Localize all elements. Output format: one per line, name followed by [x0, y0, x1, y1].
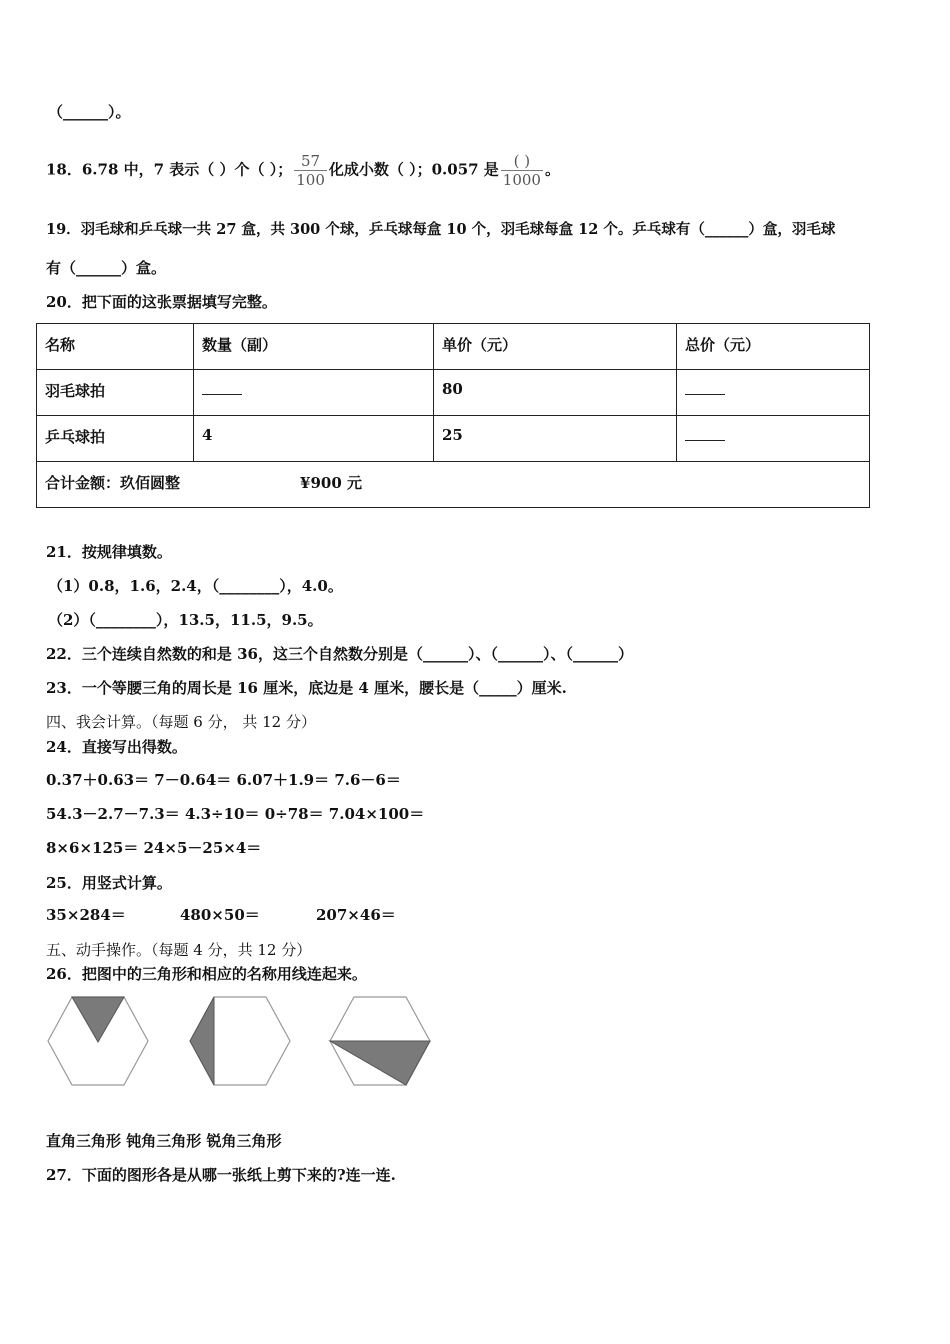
table-cell	[677, 370, 870, 416]
hexagon-with-right-triangle	[190, 997, 290, 1085]
table-cell: 25	[434, 416, 677, 462]
header-cell: 数量（副）	[194, 324, 434, 370]
q25-c: 207×46＝	[316, 906, 396, 924]
section-5-heading: 五、动手操作。（每题 4 分，共 12 分）	[46, 941, 312, 959]
question-19-line1: 19．羽毛球和乒乓球一共 27 盒，共 300 个球，乒乓球每盒 10 个，羽毛球每盒 12 个。乒乓球有（______）盒，羽毛球	[46, 221, 836, 238]
fraction-numerator: ( )	[501, 152, 543, 171]
question-21-1: （1）0.8，1.6，2.4，（________），4.0。	[48, 577, 343, 595]
answer-blank-line: （______）。	[48, 103, 131, 121]
fraction-numerator: 57	[294, 152, 327, 171]
question-26: 26．把图中的三角形和相应的名称用线连起来。	[46, 965, 367, 983]
fill-blank[interactable]	[685, 426, 725, 441]
header-cell: 名称	[37, 324, 194, 370]
table-cell	[677, 416, 870, 462]
question-20: 20．把下面的这张票据填写完整。	[46, 293, 277, 311]
q18-part-b: 化成小数（ ）；0.057 是	[328, 160, 499, 179]
fill-blank[interactable]	[202, 380, 242, 395]
fraction-blank-1000	[501, 152, 543, 189]
question-22: 22．三个连续自然数的和是 36，这三个自然数分别是（______）、（______）、（______）	[46, 645, 633, 663]
q24-row-2: 54.3－2.7－7.3＝ 4.3÷10＝ 0÷78＝ 7.04×100＝	[46, 805, 425, 823]
table-cell: 乒乓球拍	[37, 416, 194, 462]
table-row	[37, 416, 870, 462]
fraction-denominator: 100	[296, 171, 325, 189]
table-cell: 80	[434, 370, 677, 416]
fraction-57-100	[294, 152, 327, 189]
total-label: 合计金额：玖佰圆整	[45, 474, 181, 492]
q25-b: 480×50＝	[180, 906, 260, 924]
hexagon-with-obtuse-triangle	[330, 997, 430, 1085]
q18-part-a: 18．6.78 中，7 表示（ ）个（ ）；	[46, 160, 293, 179]
question-25: 25．用竖式计算。	[46, 874, 172, 892]
table-header-row	[37, 324, 870, 370]
fill-blank[interactable]	[685, 380, 725, 395]
triangle-name-options: 直角三角形 钝角三角形 锐角三角形	[46, 1132, 282, 1150]
question-24: 24．直接写出得数。	[46, 738, 187, 756]
q25-a: 35×284＝	[46, 906, 126, 924]
ticket-table	[36, 323, 870, 508]
table-cell	[194, 370, 434, 416]
q24-row-1: 0.37＋0.63＝ 7－0.64＝ 6.07＋1.9＝ 7.6－6＝	[46, 771, 401, 789]
fraction-denominator: 1000	[502, 171, 541, 189]
q18-part-c: 。	[544, 160, 560, 179]
total-cell	[37, 462, 870, 508]
table-total-row	[37, 462, 870, 508]
q24-row-3: 8×6×125＝ 24×5－25×4＝	[46, 839, 262, 857]
question-27: 27．下面的图形各是从哪一张纸上剪下来的?连一连.	[46, 1166, 396, 1184]
question-21: 21．按规律填数。	[46, 543, 172, 561]
question-21-2: （2）（________），13.5，11.5，9.5。	[48, 611, 323, 629]
table-row	[37, 370, 870, 416]
section-4-heading: 四、我会计算。（每题 6 分， 共 12 分）	[46, 713, 316, 731]
hexagon-with-acute-triangle	[48, 997, 148, 1085]
question-23: 23．一个等腰三角的周长是 16 厘米，底边是 4 厘米，腰长是（_____）厘米.	[46, 679, 567, 697]
header-cell: 总价（元）	[677, 324, 870, 370]
table-cell: 4	[194, 416, 434, 462]
total-value: ¥900 元	[300, 474, 362, 492]
question-19-line2: 有（______）盒。	[46, 259, 167, 277]
table-cell: 羽毛球拍	[37, 370, 194, 416]
hexagon-figures	[44, 993, 444, 1088]
header-cell: 单价（元）	[434, 324, 677, 370]
question-18	[46, 152, 560, 189]
